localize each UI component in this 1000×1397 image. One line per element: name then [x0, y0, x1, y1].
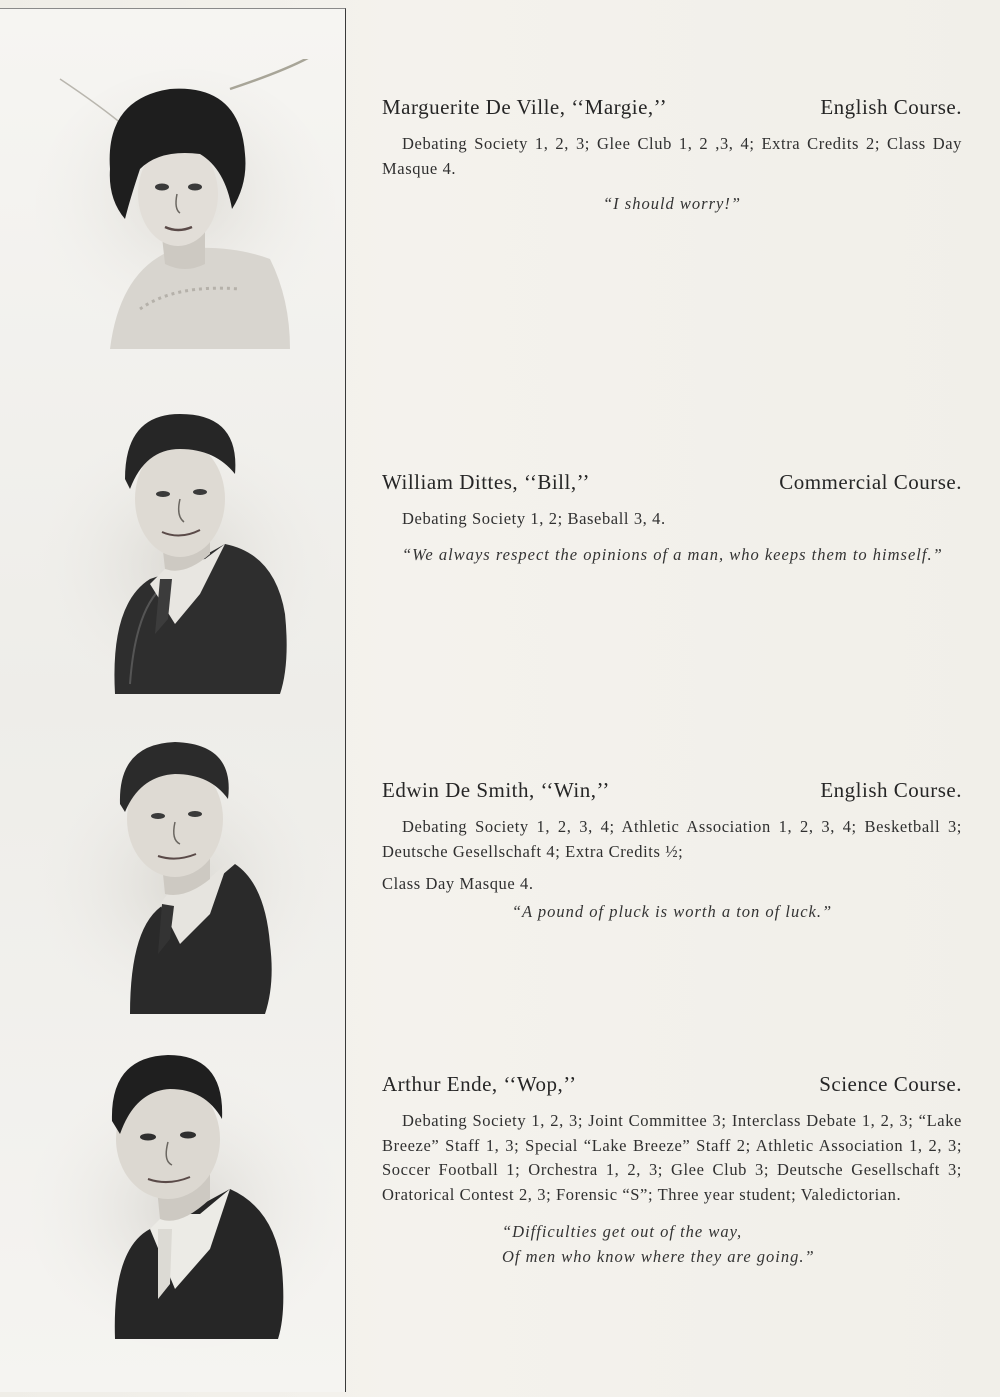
student-entry [382, 1072, 962, 1269]
student-activities: Debating Society 1, 2, 3; Glee Club 1, 2 ,3, 4; Extra Credits 2; Class Day Masque 4. [382, 134, 962, 178]
portrait-marguerite [0, 59, 346, 349]
student-name: Edwin De Smith, ‘‘Win,’’ [382, 778, 610, 802]
motto-line-1: “Difficulties get out of the way, [502, 1222, 743, 1241]
entry-header [382, 1072, 962, 1097]
student-motto: “We always respect the opinions of a man, who keeps them to himself.” [402, 544, 943, 564]
student-activities: Debating Society 1, 2, 3; Joint Committee 3; Interclass Debate 1, 2, 3; “Lake Breeze” Staff 1, 3; Special “Lake Breeze” Staff 2; Athletic Association 1, 2, 3; Soccer Football 1; Orchestra 1, 2, 3; Glee Club 3; Deutsche Gesellschaft 3; Oratorical Contest 2, 3; Forensic “S”; Three year student; Valedictorian. [382, 1111, 962, 1204]
entry-header [382, 778, 962, 803]
student-course: Science Course. [819, 1072, 962, 1096]
portrait-william [0, 404, 346, 704]
student-course: English Course. [820, 778, 962, 802]
entry-header [382, 95, 962, 120]
student-entry [382, 470, 962, 567]
student-motto: “I should worry!” [602, 194, 742, 213]
photo-strip [0, 8, 346, 1392]
entry-header [382, 470, 962, 495]
student-activities: Debating Society 1, 2, 3, 4; Athletic Association 1, 2, 3, 4; Besketball 3; Deutsche Gesellschaft 4; Extra Credits ½; [382, 817, 962, 861]
student-motto: “A pound of pluck is worth a ton of luck.” [511, 901, 833, 921]
portrait-arthur [0, 1049, 346, 1349]
student-activities-continued: Class Day Masque 4. [382, 874, 534, 893]
student-activities: Debating Society 1, 2; Baseball 3, 4. [402, 509, 666, 528]
student-name: William Dittes, ‘‘Bill,’’ [382, 470, 591, 494]
student-entry [382, 778, 962, 924]
student-name: Marguerite De Ville, ‘‘Margie,’’ [382, 95, 668, 119]
student-entry [382, 95, 962, 216]
motto-line-2: Of men who know where they are going.” [502, 1247, 815, 1266]
student-name: Arthur Ende, ‘‘Wop,’’ [382, 1072, 577, 1096]
student-course: Commercial Course. [779, 470, 962, 494]
student-course: English Course. [820, 95, 962, 119]
portrait-edwin [0, 734, 346, 1024]
student-motto [382, 1219, 962, 1269]
